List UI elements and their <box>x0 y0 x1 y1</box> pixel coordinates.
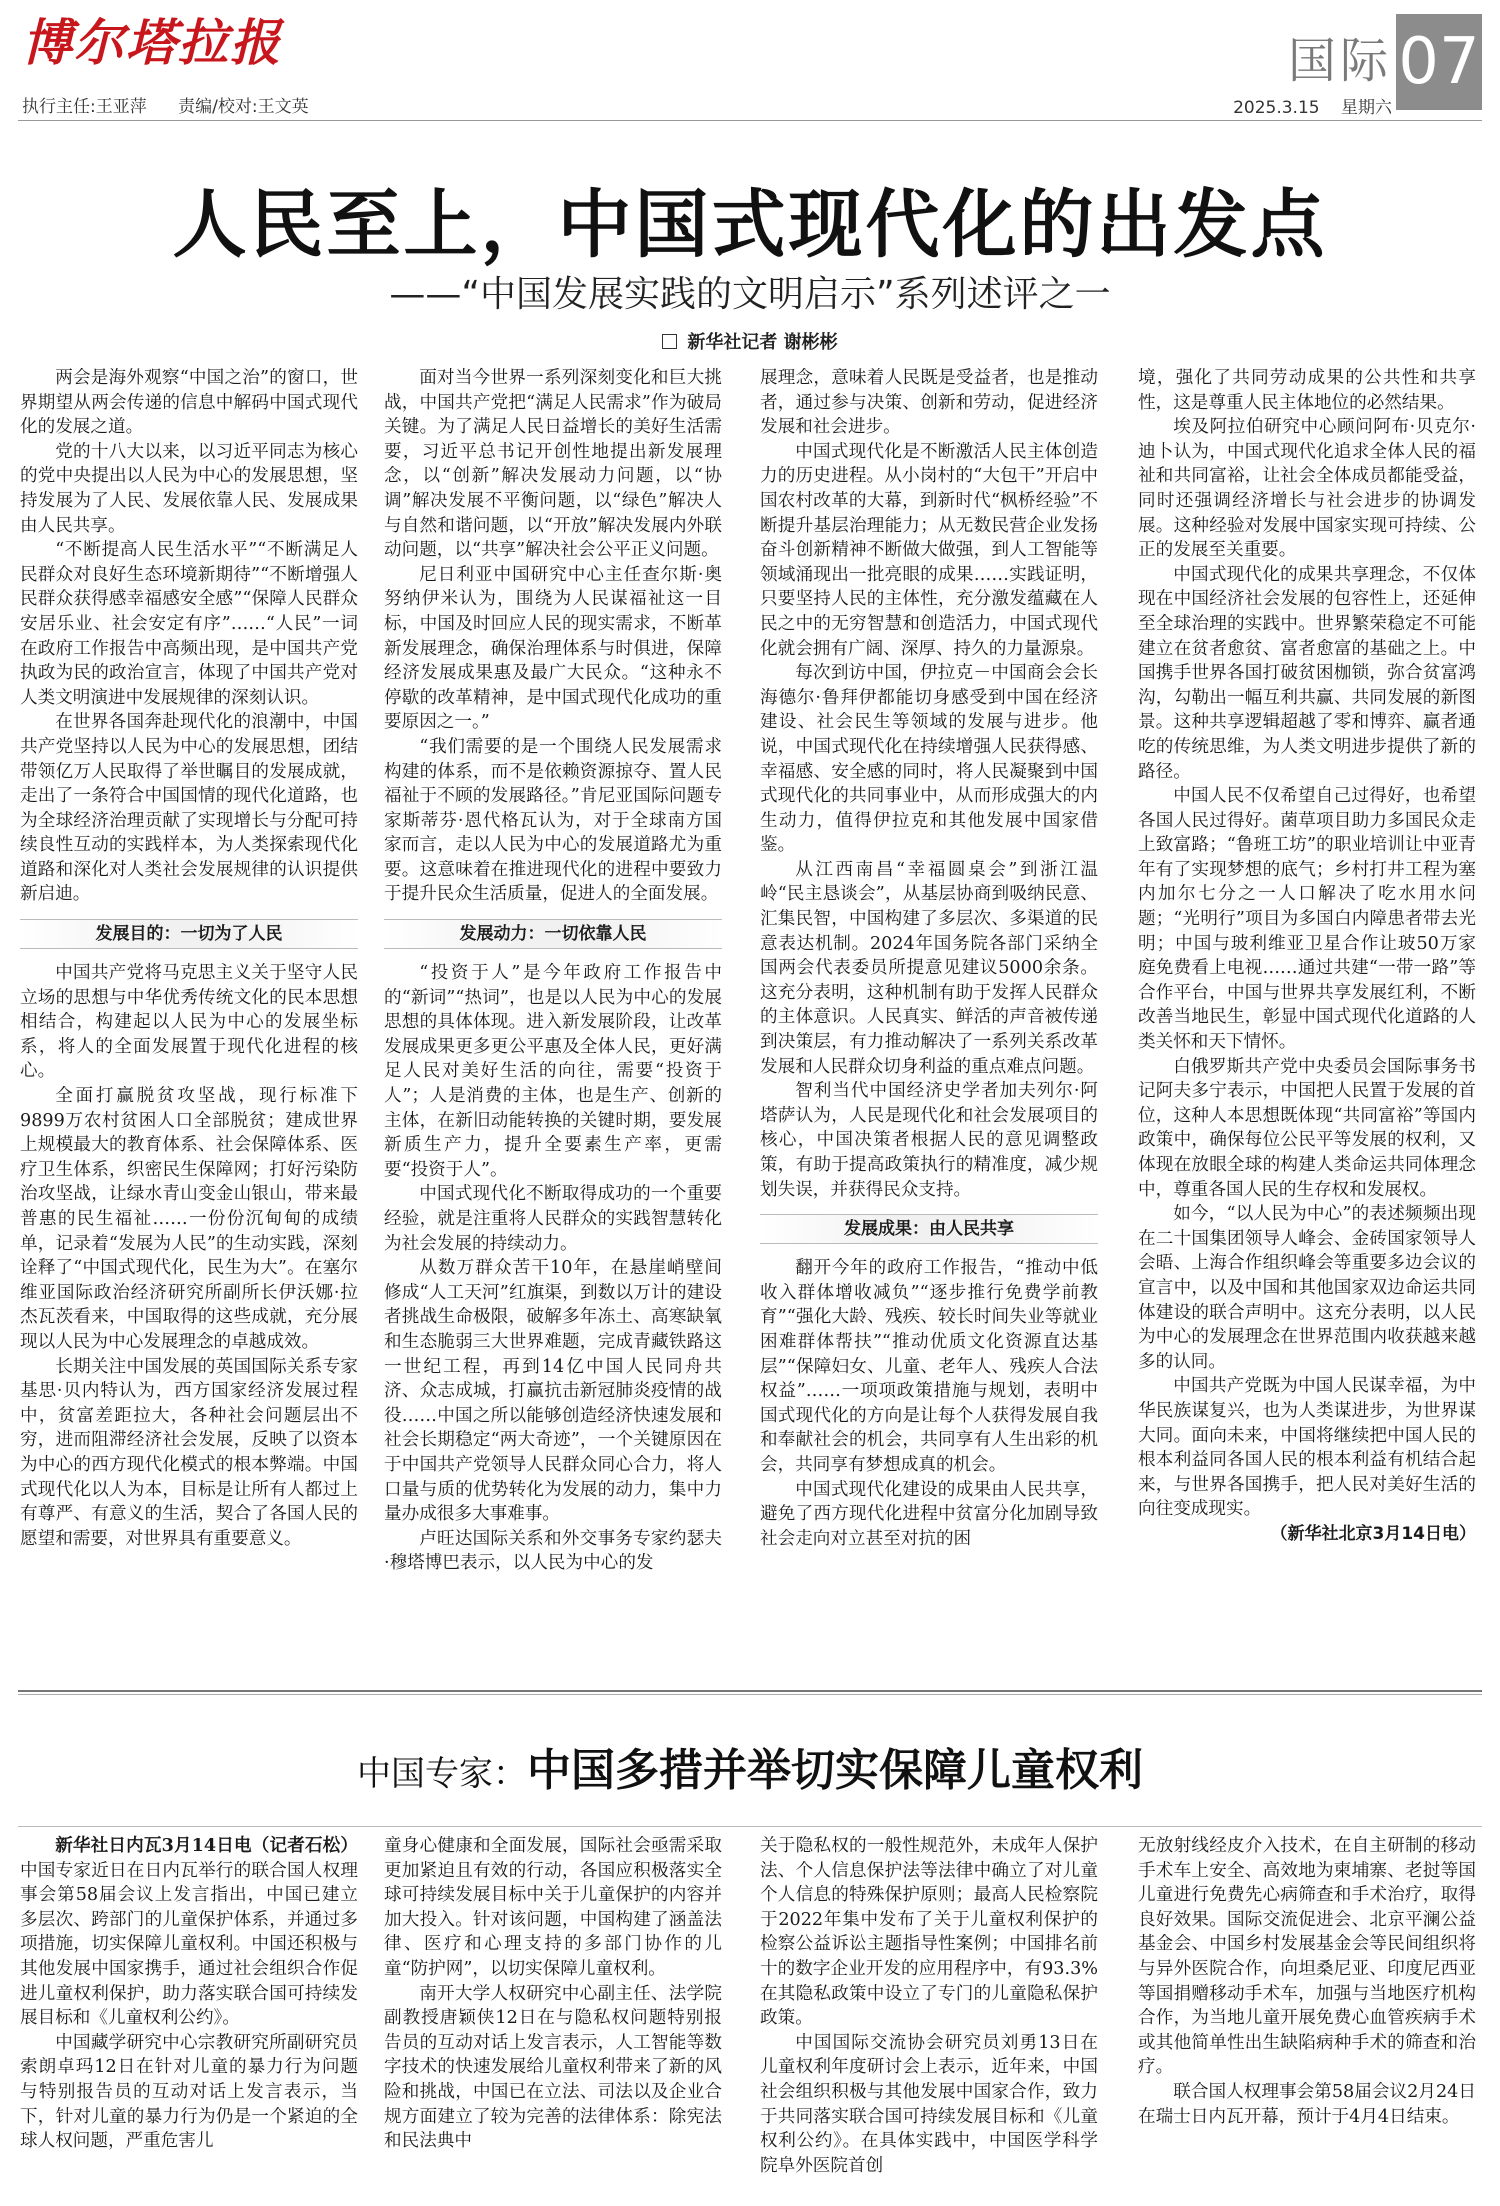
page-number: 07 <box>1396 14 1482 110</box>
paragraph <box>20 1834 358 2031</box>
paragraph: 全面打赢脱贫攻坚战，现行标准下9899万农村贫困人口全部脱贫；建成世界上规模最大的教育体系、社会保障体系、医疗卫生体系，织密民生保障网；打好污染防治攻坚战，让绿水青山变金山银山，带来最普惠的民生福祉……一份份沉甸甸的成绩单，记录着“发展为人民”的生动实践，深刻诠释了“中国式现代化，民生为大”。在塞尔维亚国际政治经济研究所副所长伊沃娜·拉杰瓦茨看来，中国取得的这些成就，充分展现以人民为中心发展理念的卓越成效。 <box>20 1086 358 1352</box>
staff-credits <box>22 92 335 117</box>
top-divider <box>18 120 1482 121</box>
headline-main: 中国多措并举切实保障儿童权利 <box>527 1745 1143 1796</box>
article-byline <box>0 328 1500 354</box>
paragraph: 从数万群众苦干10年，在悬崖峭壁间修成“人工天河”红旗渠，到数以万计的建设者挑战生命极限，破解多年冻土、高寒缺氧和生态脆弱三大世界难题，完成青藏铁路这一世纪工程，再到14亿中国人民同舟共济、众志成城，打赢抗击新冠肺炎疫情的战役……中国之所以能够创造经济快速发展和社会长期稳定“两大奇迹”，一个关键原因在于中国共产党领导人民群众同心合力，将人口量与质的优势转化为发展的动力，集中力量办成很多大事难事。 <box>384 1258 722 1525</box>
subheading-shared-results: 发展成果：由人民共享 <box>760 1214 1098 1244</box>
paragraph: 境，强化了共同劳动成果的公共性和共享性，这是尊重人民主体地位的必然结果。 <box>1138 368 1476 413</box>
paragraph: 中国式现代化的成果共享理念，不仅体现在中国经济社会发展的包容性上，还延伸至全球治理的实践中。世界繁荣稳定不可能建立在贫者愈贫、富者愈富的基础之上。中国携手世界各国打破贫困枷锁，弥合贫富鸿沟，勾勒出一幅互利共赢、共同发展的新图景。这种共享逻辑超越了零和博弈、赢者通吃的传统思维，为人类文明进步提供了新的路径。 <box>1138 564 1476 782</box>
article1-column-3 <box>760 366 1098 1676</box>
paragraph: 中国人民不仅希望自己过得好，也希望各国人民过得好。菌草项目助力多国民众走上致富路；“鲁班工坊”的职业培训让中亚青年有了实现梦想的底气；乡村打井工程为塞内加尔七分之一人口解决了吃水用水问题；“光明行”项目为多国白内障患者带去光明；中国与玻利维亚卫星合作让玻50万家庭免费看上电视……通过共建“一带一路”等合作平台，中国与世界共享发展红利，不断改善当地民生，彰显中国式现代化道路的人类关怀和天下情怀。 <box>1138 786 1476 1053</box>
paragraph: 翻开今年的政府工作报告，“推动中低收入群体增收减负”“逐步推行免费学前教育”“强化大龄、残疾、较长时间失业等就业困难群体帮扶”“推动优质文化资源直达基层”“保障妇女、儿童、老年人、残疾人合法权益”……一项项政策措施与规划，表明中国式现代化的方向是让每个人获得发展自我和奉献社会的机会，共同享有人生出彩的机会，共同享有梦想成真的机会。 <box>760 1258 1098 1475</box>
paragraph: 从江西南昌“幸福圆桌会”到浙江温岭“民主恳谈会”，从基层协商到吸纳民意、汇集民智，中国构建了多层次、多渠道的民意表达机制。2024年国务院各部门采纳全国两会代表委员所提意见建议5000余条。这充分表明，这种机制有助于发挥人民群众的主体意识。人民真实、鲜活的声音被传递到决策层，有力推动解决了一系列关系改革发展和人民群众切身利益的重点难点问题。 <box>760 859 1098 1077</box>
paragraph: 中国国际交流协会研究员刘勇13日在儿童权利年度研讨会上表示，近年来，中国社会组织积极与其他发展中国家合作，致力于共同落实联合国可持续发展目标和《儿童权利公约》。在具体实践中，中国医学科学院阜外医院首创 <box>760 2032 1098 2176</box>
paragraph: 中国式现代化不断取得成功的一个重要经验，就是注重将人民群众的实践智慧转化为社会发展的持续动力。 <box>384 1184 722 1254</box>
issue-date <box>1217 93 1392 118</box>
byline-text: 新华社记者 谢彬彬 <box>687 332 838 353</box>
paragraph: 卢旺达国际关系和外交事务专家约瑟夫·穆塔博巴表示，以人民为中心的发 <box>384 1528 722 1574</box>
section-title: 国际 <box>1287 33 1392 89</box>
article-subtitle: ——“中国发展实践的文明启示”系列述评之一 <box>389 274 1111 315</box>
paragraph: “投资于人”是今年政府工作报告中的“新词”“热词”，也是以人民为中心的发展思想的具体体现。进入新发展阶段，让改革发展成果更多更公平惠及全体人民，更好满足人民对美好生活的向往，需要“投资于人”；人是消费的主体，也是生产、创新的主体，在新旧动能转换的关键时期，要发展新质生产力，提升全要素生产率，更需要“投资于人”。 <box>384 963 722 1180</box>
paragraph: 中国式现代化建设的成果由人民共享，避免了西方现代化进程中贫富分化加剧导致社会走向对立甚至对抗的困 <box>760 1479 1098 1549</box>
article2-headline <box>0 1734 1500 1798</box>
paragraph: 白俄罗斯共产党中央委员会国际事务书记阿夫多宁表示，中国把人民置于发展的首位，这种人本思想既体现“共同富裕”等国内政策中，确保每位公民平等发展的权利，又体现在放眼全球的构建人类命运共同体理念中，尊重各国人民的生存权和发展权。 <box>1138 1056 1476 1200</box>
paragraph: “不断提高人民生活水平”“不断满足人民群众对良好生态环境新期待”“不断增强人民群众获得感幸福感安全感”“保障人民群众安居乐业、社会安定有序”……“人民”一词在政府工作报告中高频出现，是中国共产党执政为民的政治宣言，体现了中国共产党对人类文明演进中发展规律的深刻认识。 <box>20 540 358 708</box>
article2-column-3 <box>760 1834 1098 2194</box>
paragraph: 党的十八大以来，以习近平同志为核心的党中央提出以人民为中心的发展思想，坚持发展为了人民、发展依靠人民、发展成果由人民共享。 <box>20 441 358 536</box>
article2-lead: 新华社日内瓦3月14日电（记者石松） <box>55 1835 358 1856</box>
article1-column-4 <box>1138 366 1476 1676</box>
article2-column-1 <box>20 1834 358 2194</box>
paragraph: 中国共产党既为中国人民谋幸福，为中华民族谋复兴，也为人类谋进步，为世界谋大同。面向未来，中国将继续把中国人民的根本利益同各国人民的根本利益有机结合起来，与世界各国携手，把人民对美好生活的向往变成现实。 <box>1138 1376 1476 1520</box>
article-headline: 人民至上，中国式现代化的出发点 <box>172 182 1328 268</box>
paragraph: 如今，“以人民为中心”的表述频频出现在二十国集团领导人峰会、金砖国家领导人会晤、上海合作组织峰会等重要多边会议的宣言中，以及中国和其他国家双边命运共同体建设的联合声明中。这充分表明，以人民为中心的发展理念在世界范围内收获越来越多的认同。 <box>1138 1204 1476 1372</box>
paragraph: “我们需要的是一个围绕人民发展需求构建的体系，而不是依赖资源掠夺、置人民福祉于不顾的发展路径。”肯尼亚国际问题专家斯蒂芬·恩代格瓦认为，对于全球南方国家而言，走以人民为中心的发展道路尤为重要。这意味着在推进现代化的进程中要致力于提升民众生活质量，促进人的全面发展。 <box>384 736 722 905</box>
paragraph: 面对当今世界一系列深刻变化和巨大挑战，中国共产党把“满足人民需求”作为破局关键。为了满足人民日益增长的美好生活需要，习近平总书记开创性地提出新发展理念，以“创新”解决发展动力问题，以“协调”解决发展不平衡问题，以“绿色”解决人与自然和谐问题，以“开放”解决发展内外联动问题，以“共享”解决社会公平正义问题。 <box>384 368 722 561</box>
byline-box-icon <box>662 334 677 349</box>
subheading-purpose: 发展目的：一切为了人民 <box>20 919 358 949</box>
paragraph: 关于隐私权的一般性规范外，未成年人保护法、个人信息保护法等法律中确立了对儿童个人信息的特殊保护原则；最高人民检察院于2022年集中发布了关于儿童权利保护的检察公益诉讼主题指导性案例；中国排名前十的数字企业开发的应用程序中，有93.3%在其隐私政策中设立了专门的儿童隐私保护政策。 <box>760 1836 1098 2029</box>
paragraph: 展理念，意味着人民既是受益者，也是推动者，通过参与决策、创新和劳动，促进经济发展和社会进步。 <box>760 368 1098 438</box>
article-dateline: （新华社北京3月14日电） <box>1270 1523 1476 1544</box>
subheading-driving-force: 发展动力：一切依靠人民 <box>384 919 722 949</box>
article-divider <box>18 1690 1482 1692</box>
paragraph: 童身心健康和全面发展，国际社会亟需采取更加紧迫且有效的行动，各国应积极落实全球可持续发展目标中关于儿童保护的内容并加大投入。针对该问题，中国构建了涵盖法律、医疗和心理支持的多部门协作的儿童“防护网”，以切实保障儿童权利。 <box>384 1836 722 1979</box>
paragraph: 中国藏学研究中心宗教研究所副研究员索朗卓玛12日在针对儿童的暴力行为问题与特别报告员的互动对话上发言表示，当下，针对儿童的暴力行为仍是一个紧迫的全球人权问题，严重危害儿 <box>20 2032 358 2152</box>
proofreader: 责编/校对:王文英 <box>178 97 309 117</box>
paragraph: 两会是海外观察“中国之治”的窗口，世界期望从两会传递的信息中解码中国式现代化的发展之道。 <box>20 368 358 438</box>
weekday: 星期六 <box>1341 98 1392 118</box>
article2-divider <box>18 1826 1482 1827</box>
paragraph: 中国共产党将马克思主义关于坚守人民立场的思想与中华优秀传统文化的民本思想相结合，构建起以人民为中心的发展坐标系，将人的全面发展置于现代化进程的核心。 <box>20 963 358 1082</box>
article2-column-4 <box>1138 1834 1476 2194</box>
paragraph: 中国式现代化是不断激活人民主体创造力的历史进程。从小岗村的“大包干”开启中国农村改革的大幕，到新时代“枫桥经验”不断提升基层治理能力；从无数民营企业发扬奋斗创新精神不断做大做强，到人工智能等领域涌现出一批亮眼的成果……实践证明，只要坚持人民的主体性，充分激发蕴藏在人民之中的无穷智慧和创造活力，中国式现代化就会拥有广阔、深厚、持久的力量源泉。 <box>760 441 1098 659</box>
paragraph: 每次到访中国，伊拉克－中国商会会长海德尔·鲁拜伊都能切身感受到中国在经济建设、社会民生等领域的发展与进步。他说，中国式现代化在持续增强人民获得感、幸福感、安全感的同时，将人民凝聚到中国式现代化的共同事业中，从而形成强大的内生动力，值得伊拉克和其他发展中国家借鉴。 <box>760 663 1098 856</box>
paragraph: 联合国人权理事会第58届会议2月24日在瑞士日内瓦开幕，预计于4月4日结束。 <box>1138 2081 1476 2127</box>
lead-text: 中国专家近日在日内瓦举行的联合国人权理事会第58届会议上发言指出，中国已建立多层次、跨部门的儿童保护体系，并通过多项措施，切实保障儿童权利。中国还积极与其他发展中国家携手，通过社会组织合作促进儿童权利保护，助力落实联合国可持续发展目标和《儿童权利公约》。 <box>20 1860 358 2029</box>
article2-column-2 <box>384 1834 722 2194</box>
paragraph: 尼日利亚中国研究中心主任查尔斯·奥努纳伊米认为，围绕为人民谋福祉这一目标，中国及时回应人民的现实需求，不断革新发展理念，确保治理体系与时俱进，保障经济发展成果惠及最广大民众。“这种永不停歇的改革精神，是中国式现代化成功的重要原因之一。” <box>384 564 722 733</box>
paragraph: 在世界各国奔赴现代化的浪潮中，中国共产党坚持以人民为中心的发展思想，团结带领亿万人民取得了举世瞩目的发展成就，走出了一条符合中国国情的现代化道路，也为全球经济治理贡献了实现增长与分配可持续良性互动的实践样本，为人类探索现代化道路和深化对人类社会发展规律的认识提供新启迪。 <box>20 712 358 905</box>
headline-prefix: 中国专家： <box>357 1754 527 1794</box>
paragraph: 埃及阿拉伯研究中心顾问阿布·贝克尔·迪卜认为，中国式现代化追求全体人民的福祉和共同富裕，让社会全体成员都能受益，同时还强调经济增长与社会进步的协调发展。这种经验对发展中国家实现可持续、公正的发展至关重要。 <box>1138 417 1476 561</box>
paragraph: 长期关注中国发展的英国国际关系专家基思·贝内特认为，西方国家经济发展过程中，贫富差距拉大，各种社会问题层出不穷，进而阻滞经济社会发展，反映了以资本为中心的西方现代化模式的根本弊端。中国式现代化以人为本，目标是让所有人都过上有尊严、有意义的生活，契合了各国人民的愿望和需要，对世界具有重要意义。 <box>20 1356 358 1549</box>
paragraph: 南开大学人权研究中心副主任、法学院副教授唐颖侠12日在与隐私权问题特别报告员的互动对话上发言表示，人工智能等数字技术的快速发展给儿童权利带来了新的风险和挑战，中国已在立法、司法以及企业合规方面建立了较为完善的法律体系：除宪法和民法典中 <box>384 1983 722 2152</box>
article1-column-1 <box>20 366 358 1676</box>
paragraph: 智利当代中国经济史学者加夫列尔·阿塔萨认为，人民是现代化和社会发展项目的核心，中国决策者根据人民的意见调整政策，有助于提高政策执行的精准度，减少规划失误，并获得民众支持。 <box>760 1081 1098 1200</box>
article-divider-thin <box>18 1694 1482 1695</box>
article1-column-2 <box>384 366 722 1676</box>
date: 2025.3.15 <box>1233 98 1320 118</box>
executive-editor: 执行主任:王亚萍 <box>22 97 147 117</box>
paragraph: 无放射线经皮介入技术，在自主研制的移动手术车上安全、高效地为柬埔寨、老挝等国儿童进行免费先心病筛查和手术治疗，取得良好效果。国际交流促进会、北京平澜公益基金会、中国乡村发展基金会等民间组织将与异外医院合作，向坦桑尼亚、印度尼西亚等国捐赠移动手术车，加强与当地医疗机构合作，为当地儿童开展免费心血管疾病手术或其他简单性出生缺陷病种手术的筛查和治疗。 <box>1138 1836 1476 2078</box>
newspaper-logo: 博尔塔拉报 <box>22 13 282 72</box>
